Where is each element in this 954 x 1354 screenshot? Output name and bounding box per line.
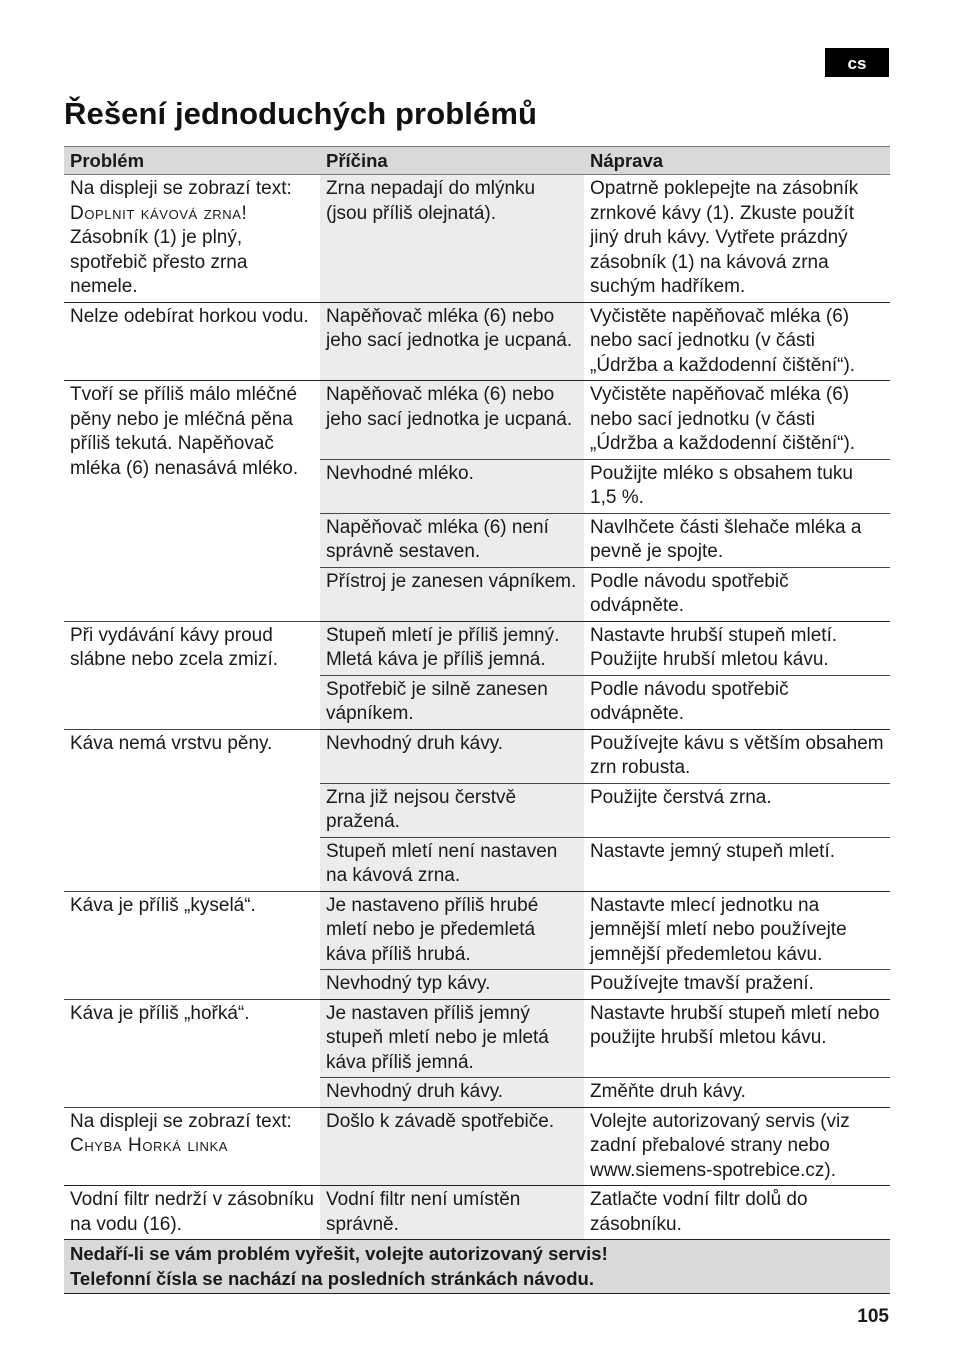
remedy-cell: Vyčistěte napěňovač mléka (6) nebo sací jednotku (v části „Údržba a každodenní čištění“). bbox=[584, 381, 890, 460]
remedy-cell: Zatlačte vodní filtr dolů do zásobníku. bbox=[584, 1186, 890, 1240]
column-header-cause: Příčina bbox=[320, 147, 584, 175]
footer-line-2: Telefonní čísla se nachází na posledních stránkách návodu. bbox=[70, 1267, 594, 1289]
problem-prefix: Na displeji se zobrazí text: bbox=[70, 1110, 292, 1132]
problem-text: Tvoří se příliš málo mléčné pěny nebo je mléčná pěna příliš tekutá. Napěňovač mléka (6) nenasává mléko. bbox=[70, 384, 299, 479]
table-row bbox=[64, 302, 890, 381]
cause-cell: Zrna již nejsou čerstvě pražená. bbox=[320, 783, 584, 837]
page-number: 105 bbox=[857, 1306, 889, 1327]
table-row bbox=[64, 729, 890, 783]
table-row bbox=[64, 891, 890, 970]
cause-cell: Napěňovač mléka (6) nebo jeho sací jednotka je ucpaná. bbox=[320, 302, 584, 381]
page-title: Řešení jednoduchých problémů bbox=[64, 96, 538, 131]
remedy-cell: Používejte kávu s větším obsahem zrn robusta. bbox=[584, 729, 890, 783]
table-header-row bbox=[64, 147, 890, 175]
footer-line-1: Nedaří-li se vám problém vyřešit, volejte autorizovaný servis! bbox=[70, 1243, 608, 1264]
problem-cell bbox=[64, 621, 320, 729]
table-footer-row bbox=[64, 1240, 890, 1294]
problem-cell bbox=[64, 1186, 320, 1240]
remedy-cell: Nastavte mlecí jednotku na jemnější mletí nebo používejte jemnější předemletou kávu. bbox=[584, 891, 890, 970]
cause-cell: Stupeň mletí je příliš jemný. Mletá káva je příliš jemná. bbox=[320, 621, 584, 675]
problem-cell bbox=[64, 381, 320, 622]
remedy-cell: Volejte autorizovaný servis (viz zadní přebalové strany nebo www.siemens-spotrebice.cz). bbox=[584, 1107, 890, 1186]
table-row bbox=[64, 999, 890, 1078]
problem-cell bbox=[64, 302, 320, 381]
table-row bbox=[64, 381, 890, 460]
language-badge: cs bbox=[825, 48, 889, 77]
cause-cell: Napěňovač mléka (6) není správně sestaven. bbox=[320, 513, 584, 567]
problem-text: Nelze odebírat horkou vodu. bbox=[70, 305, 309, 327]
table-row bbox=[64, 1107, 890, 1186]
table-row bbox=[64, 175, 890, 303]
problem-suffix: Zásobník (1) je plný, spotřebič přesto zrna nemele. bbox=[70, 227, 248, 297]
column-header-remedy: Náprava bbox=[584, 147, 890, 175]
cause-cell: Došlo k závadě spotřebiče. bbox=[320, 1107, 584, 1186]
problem-text: Vodní filtr nedrží v zásobníku na vodu (16). bbox=[70, 1189, 314, 1235]
cause-cell: Přístroj je zanesen vápníkem. bbox=[320, 567, 584, 621]
cause-cell: Je nastaveno příliš hrubé mletí nebo je předemletá káva příliš hrubá. bbox=[320, 891, 584, 970]
remedy-cell: Použijte mléko s obsahem tuku 1,5 %. bbox=[584, 459, 890, 513]
problem-text: Káva je příliš „kyselá“. bbox=[70, 894, 256, 916]
remedy-cell: Nastavte hrubší stupeň mletí nebo použijte hrubší mletou kávu. bbox=[584, 999, 890, 1078]
remedy-cell: Vyčistěte napěňovač mléka (6) nebo sací jednotku (v části „Údržba a každodenní čištění“). bbox=[584, 302, 890, 381]
troubleshooting-table bbox=[64, 146, 890, 1294]
cause-cell: Je nastaven příliš jemný stupeň mletí nebo je mletá káva příliš jemná. bbox=[320, 999, 584, 1078]
remedy-cell: Nastavte jemný stupeň mletí. bbox=[584, 837, 890, 891]
remedy-cell: Nastavte hrubší stupeň mletí. Použijte hrubší mletou kávu. bbox=[584, 621, 890, 675]
problem-text: Při vydávání kávy proud slábne nebo zcela zmizí. bbox=[70, 624, 279, 670]
table-row bbox=[64, 621, 890, 675]
remedy-cell: Navlhčete části šlehače mléka a pevně je spojte. bbox=[584, 513, 890, 567]
cause-cell: Nevhodné mléko. bbox=[320, 459, 584, 513]
remedy-cell: Změňte druh kávy. bbox=[584, 1078, 890, 1108]
cause-cell: Zrna nepadají do mlýnku (jsou příliš olejnatá). bbox=[320, 175, 584, 303]
table-footer-note bbox=[64, 1240, 890, 1294]
cause-cell: Vodní filtr není umístěn správně. bbox=[320, 1186, 584, 1240]
remedy-cell: Použijte čerstvá zrna. bbox=[584, 783, 890, 837]
cause-cell: Napěňovač mléka (6) nebo jeho sací jednotka je ucpaná. bbox=[320, 381, 584, 460]
problem-cell bbox=[64, 1107, 320, 1186]
cause-cell: Spotřebič je silně zanesen vápníkem. bbox=[320, 675, 584, 729]
problem-cell bbox=[64, 999, 320, 1107]
table-body bbox=[64, 175, 890, 1240]
table-row bbox=[64, 1186, 890, 1240]
problem-cell bbox=[64, 729, 320, 891]
remedy-cell: Používejte tmavší pražení. bbox=[584, 970, 890, 1000]
cause-cell: Nevhodný druh kávy. bbox=[320, 1078, 584, 1108]
problem-prefix: Na displeji se zobrazí text: bbox=[70, 178, 292, 199]
remedy-cell: Podle návodu spotřebič odvápněte. bbox=[584, 567, 890, 621]
problem-text: Káva nemá vrstvu pěny. bbox=[70, 732, 273, 754]
problem-cell bbox=[64, 891, 320, 999]
cause-cell: Nevhodný druh kávy. bbox=[320, 729, 584, 783]
remedy-cell: Opatrně poklepejte na zásobník zrnkové kávy (1). Zkuste použít jiný druh kávy. Vytřete prázdný zásobník (1) na kávová zrna suchým hadříkem. bbox=[584, 175, 890, 303]
problem-text: Káva je příliš „hořká“. bbox=[70, 1002, 250, 1024]
cause-cell: Stupeň mletí není nastaven na kávová zrna. bbox=[320, 837, 584, 891]
display-message: Chyba Horká linka bbox=[70, 1135, 229, 1156]
display-message: Doplnit kávová zrna! bbox=[70, 202, 248, 224]
cause-cell: Nevhodný typ kávy. bbox=[320, 970, 584, 1000]
problem-cell bbox=[64, 175, 320, 303]
column-header-problem: Problém bbox=[64, 147, 320, 175]
troubleshooting-table-wrapper bbox=[64, 146, 890, 1294]
remedy-cell: Podle návodu spotřebič odvápněte. bbox=[584, 675, 890, 729]
